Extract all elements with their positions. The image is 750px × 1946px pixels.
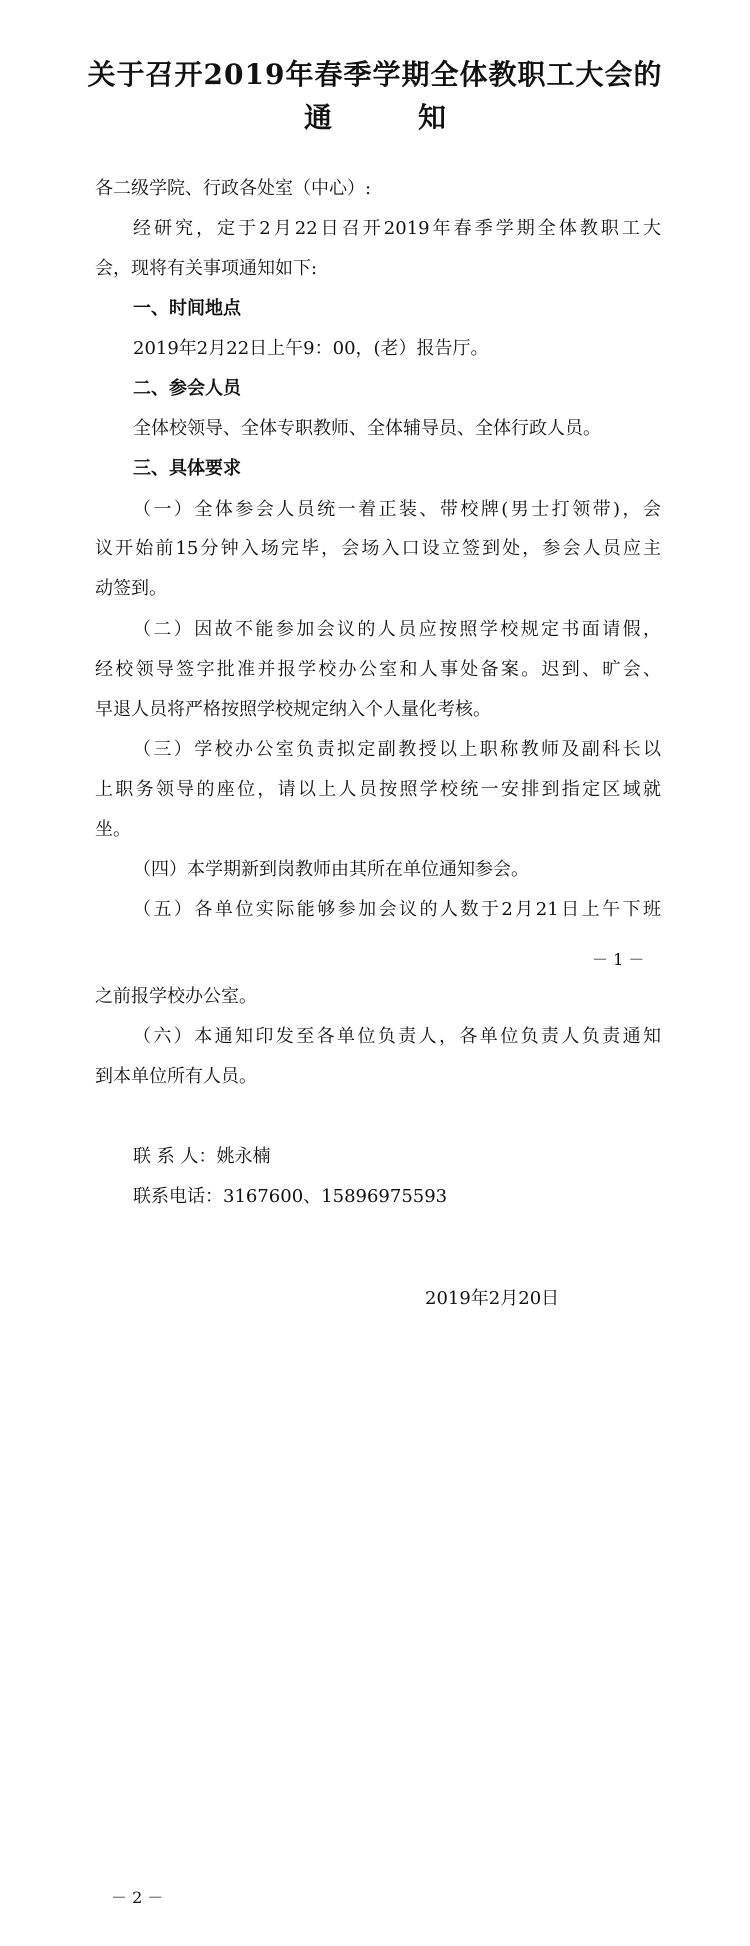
requirement-1-line-3: 动签到。 [95,578,167,599]
section-heading-attendees: 二、参会人员 [133,378,241,399]
requirement-1-line-1: （一）全体参会人员统一着正装、带校牌(男士打领带)，会 [133,499,661,520]
contact-person: 联 系 人：姚永楠 [133,1146,271,1167]
requirement-6-line-2: 到本单位所有人员。 [95,1066,257,1087]
section-heading-requirements: 三、具体要求 [133,458,241,479]
notice-title: 关于召开2019年春季学期全体教职工大会的 [87,58,663,91]
contact-phone: 联系电话：3167600、15896975593 [133,1186,448,1207]
attendees-text: 全体校领导、全体专职教师、全体辅导员、全体行政人员。 [133,418,601,439]
requirement-3-line-3: 坐。 [95,819,131,840]
issue-date: 2019年2月20日 [425,1288,560,1309]
time-place-text: 2019年2月22日上午9：00，(老）报告厅。 [133,338,489,359]
section-heading-time-place: 一、时间地点 [133,298,241,319]
requirement-1-line-2: 议开始前15分钟入场完毕，会场入口设立签到处，参会人员应主 [95,538,661,559]
requirement-5-line-2: 之前报学校办公室。 [95,986,257,1007]
title-char-tong: 通 [303,101,332,134]
requirement-2-line-1: （二）因故不能参加会议的人员应按照学校规定书面请假， [133,619,661,640]
requirement-4: （四）本学期新到岗教师由其所在单位通知参会。 [133,859,529,880]
requirement-6-line-1: （六）本通知印发至各单位负责人，各单位负责人负责通知 [133,1026,661,1047]
requirement-3-line-2: 上职务领导的座位，请以上人员按照学校统一安排到指定区域就 [95,779,661,800]
title-char-zhi: 知 [418,101,447,134]
requirement-2-line-2: 经校领导签字批准并报学校办公室和人事处备案。迟到、旷会、 [95,659,661,680]
intro-line-1: 经研究，定于2月22日召开2019年春季学期全体教职工大 [133,218,661,239]
intro-line-2: 会，现将有关事项通知如下: [95,258,318,279]
salutation: 各二级学院、行政各处室（中心）: [95,178,372,199]
page-number-1: － 1 － [592,950,645,969]
requirement-5-line-1: （五）各单位实际能够参加会议的人数于2月21日上午下班 [133,899,661,920]
requirement-2-line-3: 早退人员将严格按照学校规定纳入个人量化考核。 [95,699,491,720]
page-number-2: － 2 － [111,1888,164,1907]
requirement-3-line-1: （三）学校办公室负责拟定副教授以上职称教师及副科长以 [133,739,661,760]
notice-title-line2 [0,101,750,134]
